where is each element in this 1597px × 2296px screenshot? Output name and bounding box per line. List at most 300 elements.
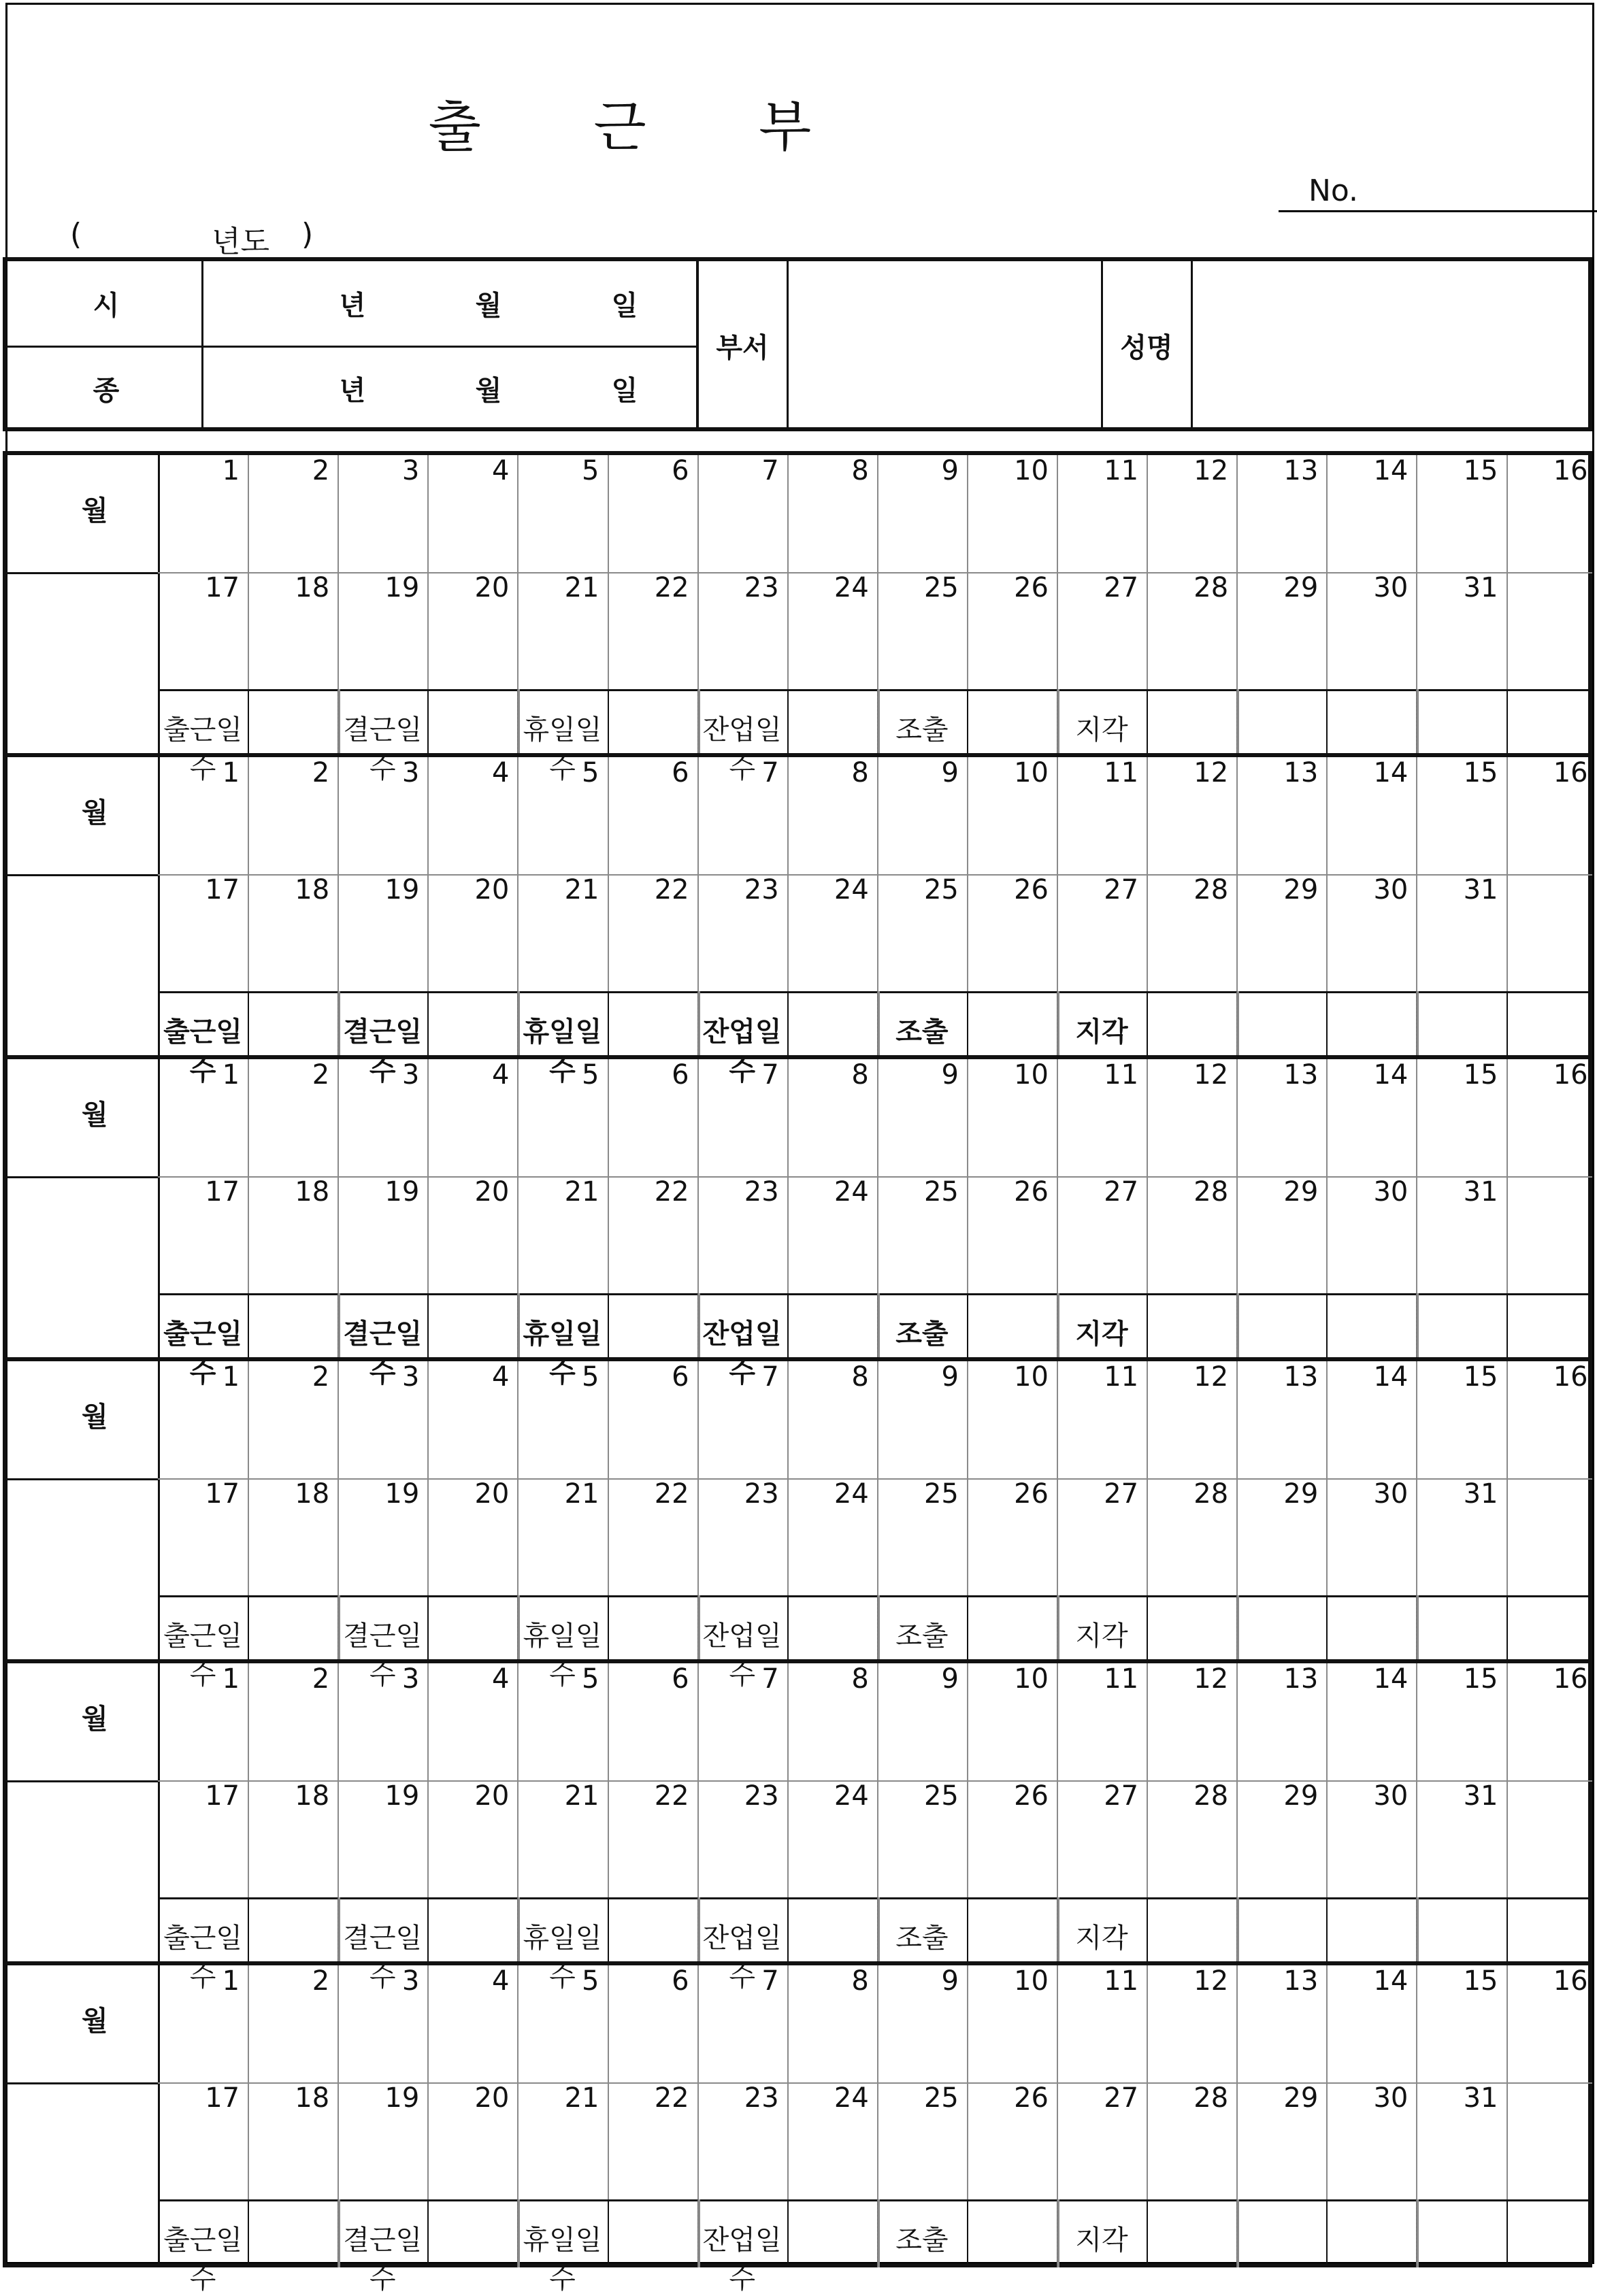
day-cell[interactable]: [248, 791, 337, 874]
day-cell[interactable]: [877, 1814, 967, 1897]
day-cell[interactable]: [1057, 1093, 1147, 1176]
summary-value-field[interactable]: [787, 689, 877, 757]
summary-value-field[interactable]: [608, 1897, 697, 1965]
day-cell[interactable]: [1147, 908, 1236, 991]
day-cell[interactable]: [877, 1697, 967, 1780]
summary-value-field[interactable]: [967, 1897, 1057, 1965]
day-cell[interactable]: [158, 908, 248, 991]
day-cell[interactable]: [248, 489, 337, 572]
day-number: 1: [222, 455, 240, 486]
summary-value-field[interactable]: [427, 1293, 517, 1361]
day-cell[interactable]: [1236, 791, 1326, 874]
day-cell[interactable]: [517, 489, 607, 572]
day-number: 26: [1014, 1478, 1049, 1510]
day-cell[interactable]: [248, 1999, 337, 2082]
employee-info-table: [3, 257, 1592, 431]
day-cell[interactable]: [517, 1999, 607, 2082]
day-number: 14: [1373, 1663, 1409, 1695]
start-month-unit: 월: [475, 290, 502, 322]
day-cell[interactable]: [697, 606, 787, 689]
day-cell[interactable]: [697, 1210, 787, 1293]
day-number: 2: [312, 1965, 330, 1997]
day-cell[interactable]: [697, 2116, 787, 2199]
month-input-cell[interactable]: [7, 1965, 158, 2082]
day-cell[interactable]: [1326, 489, 1416, 572]
day-cell[interactable]: [877, 489, 967, 572]
day-cell[interactable]: [1057, 1697, 1147, 1780]
day-cell[interactable]: [1236, 1395, 1326, 1478]
day-cell[interactable]: [427, 2116, 517, 2199]
summary-value-field[interactable]: [248, 2199, 337, 2267]
day-cell[interactable]: [1416, 489, 1506, 572]
day-cell[interactable]: [517, 908, 607, 991]
day-cell[interactable]: [517, 1395, 607, 1478]
day-cell[interactable]: [1326, 1697, 1416, 1780]
summary-value-field[interactable]: [248, 1897, 337, 1965]
day-cell[interactable]: [337, 2116, 427, 2199]
day-number: 26: [1014, 1176, 1049, 1208]
day-cell[interactable]: [608, 1697, 697, 1780]
day-number: 24: [834, 1176, 869, 1208]
summary-value-field[interactable]: [787, 2199, 877, 2267]
day-cell[interactable]: [158, 606, 248, 689]
day-number: 23: [744, 1478, 779, 1510]
day-cell[interactable]: [1057, 2116, 1147, 2199]
day-cell[interactable]: [877, 1999, 967, 2082]
day-cell[interactable]: [427, 791, 517, 874]
day-cell[interactable]: [248, 1093, 337, 1176]
summary-value-field[interactable]: [1147, 1595, 1236, 1663]
day-cell[interactable]: [608, 1512, 697, 1595]
day-cell[interactable]: [517, 1697, 607, 1780]
day-cell[interactable]: [1236, 1814, 1326, 1897]
summary-value-field[interactable]: [787, 1293, 877, 1361]
day-cell[interactable]: [427, 1093, 517, 1176]
day-cell[interactable]: [1057, 1395, 1147, 1478]
day-cell[interactable]: [248, 1512, 337, 1595]
day-number: 5: [582, 1965, 599, 1997]
summary-value-field[interactable]: [967, 689, 1057, 757]
day-cell[interactable]: [608, 2116, 697, 2199]
day-cell[interactable]: [608, 489, 697, 572]
name-field[interactable]: [1193, 261, 1588, 427]
summary-value-field[interactable]: [1147, 1897, 1236, 1965]
day-cell[interactable]: [1507, 1999, 1596, 2082]
day-cell[interactable]: [427, 1814, 517, 1897]
day-cell[interactable]: [697, 1512, 787, 1595]
day-cell[interactable]: [427, 1512, 517, 1595]
day-cell[interactable]: [158, 1512, 248, 1595]
day-cell[interactable]: [967, 1697, 1057, 1780]
day-cell[interactable]: [967, 2116, 1057, 2199]
day-cell[interactable]: [967, 1093, 1057, 1176]
month-label: 월: [82, 1401, 108, 1433]
summary-value-field[interactable]: [608, 2199, 697, 2267]
day-cell[interactable]: [787, 791, 877, 874]
day-cell[interactable]: [967, 791, 1057, 874]
day-number: 7: [761, 455, 779, 486]
day-cell[interactable]: [517, 791, 607, 874]
day-cell[interactable]: [1147, 1210, 1236, 1293]
day-number: 31: [1463, 1478, 1498, 1510]
day-cell[interactable]: [517, 1093, 607, 1176]
day-number: 13: [1283, 1059, 1319, 1091]
day-cell[interactable]: [608, 606, 697, 689]
day-cell[interactable]: [1236, 1210, 1326, 1293]
day-cell[interactable]: [697, 1814, 787, 1897]
day-cell[interactable]: [1057, 606, 1147, 689]
day-cell[interactable]: [608, 1210, 697, 1293]
day-cell[interactable]: [337, 606, 427, 689]
day-cell[interactable]: [1507, 489, 1596, 572]
day-number: 24: [834, 874, 869, 905]
day-number: 30: [1373, 1478, 1409, 1510]
day-cell[interactable]: [1057, 1210, 1147, 1293]
day-number: 7: [761, 1663, 779, 1695]
day-cell[interactable]: [608, 1814, 697, 1897]
day-cell[interactable]: [1416, 1395, 1506, 1478]
month-input-cell[interactable]: [7, 1663, 158, 1780]
day-cell[interactable]: [1147, 1697, 1236, 1780]
summary-label: 결근일수: [343, 1318, 423, 1388]
day-cell[interactable]: [697, 1395, 787, 1478]
day-cell[interactable]: [427, 1395, 517, 1478]
day-number: 21: [564, 1478, 599, 1510]
day-cell[interactable]: [697, 791, 787, 874]
day-cell[interactable]: [967, 1512, 1057, 1595]
day-cell[interactable]: [877, 2116, 967, 2199]
summary-label: 지각: [1075, 714, 1128, 746]
summary-value-field[interactable]: [427, 689, 517, 757]
day-cell[interactable]: [158, 1814, 248, 1897]
day-cell[interactable]: [787, 1093, 877, 1176]
day-cell[interactable]: [1326, 1210, 1416, 1293]
day-cell[interactable]: [967, 1210, 1057, 1293]
document-number-field[interactable]: [1279, 210, 1597, 212]
summary-label: 출근일수: [163, 2225, 242, 2295]
day-cell[interactable]: [1416, 2116, 1506, 2199]
day-cell[interactable]: [337, 1697, 427, 1780]
day-number: 11: [1104, 455, 1139, 486]
summary-value-field[interactable]: [248, 689, 337, 757]
summary-value-field[interactable]: [608, 991, 697, 1059]
day-cell[interactable]: [967, 1999, 1057, 2082]
summary-value-field[interactable]: [608, 689, 697, 757]
day-number: 23: [744, 1780, 779, 1812]
day-number: 24: [834, 2082, 869, 2114]
day-number: 13: [1283, 1361, 1319, 1393]
summary-value-field[interactable]: [427, 1595, 517, 1663]
day-cell[interactable]: [1326, 1814, 1416, 1897]
day-cell[interactable]: [1057, 489, 1147, 572]
day-cell[interactable]: [1147, 1093, 1236, 1176]
day-cell[interactable]: [1147, 791, 1236, 874]
summary-value-field[interactable]: [427, 1897, 517, 1965]
day-cell[interactable]: [787, 1512, 877, 1595]
day-cell[interactable]: [787, 908, 877, 991]
day-cell[interactable]: [1147, 1814, 1236, 1897]
day-cell[interactable]: [337, 1814, 427, 1897]
summary-value-field[interactable]: [1147, 2199, 1236, 2267]
day-cell[interactable]: [1326, 1999, 1416, 2082]
day-cell[interactable]: [608, 791, 697, 874]
day-cell[interactable]: [787, 1395, 877, 1478]
day-cell[interactable]: [158, 1093, 248, 1176]
day-cell[interactable]: [1416, 1999, 1506, 2082]
summary-label: 조출: [895, 2225, 949, 2256]
day-cell[interactable]: [787, 606, 877, 689]
day-number: 7: [761, 1965, 779, 1997]
day-cell[interactable]: [1147, 606, 1236, 689]
summary-label: 지각: [1075, 2225, 1128, 2256]
day-cell[interactable]: [1326, 1395, 1416, 1478]
day-cell[interactable]: [1147, 2116, 1236, 2199]
day-number: 31: [1463, 572, 1498, 603]
day-cell[interactable]: [248, 1814, 337, 1897]
day-cell[interactable]: [697, 1697, 787, 1780]
day-number: 23: [744, 1176, 779, 1208]
day-number: 20: [474, 572, 510, 603]
summary-value-field[interactable]: [967, 1595, 1057, 1663]
day-cell[interactable]: [248, 1697, 337, 1780]
day-cell[interactable]: [697, 1999, 787, 2082]
summary-value-field[interactable]: [1147, 1293, 1236, 1361]
day-cell[interactable]: [697, 489, 787, 572]
day-number: 3: [401, 1361, 420, 1393]
day-cell[interactable]: [967, 1814, 1057, 1897]
day-number: 3: [401, 1059, 420, 1091]
day-cell[interactable]: [1416, 1814, 1506, 1897]
day-cell[interactable]: [967, 1395, 1057, 1478]
month-label: 월: [82, 2006, 108, 2037]
day-cell[interactable]: [1057, 1512, 1147, 1595]
month-input-cell[interactable]: [7, 1059, 158, 1176]
day-cell[interactable]: [1057, 791, 1147, 874]
day-cell[interactable]: [1236, 1697, 1326, 1780]
day-cell[interactable]: [1326, 1512, 1416, 1595]
day-cell[interactable]: [337, 1210, 427, 1293]
day-number: 14: [1373, 1059, 1409, 1091]
day-number: 12: [1193, 1059, 1229, 1091]
day-number: 10: [1014, 455, 1049, 486]
day-cell[interactable]: [337, 1512, 427, 1595]
day-cell[interactable]: [787, 489, 877, 572]
day-cell[interactable]: [787, 2116, 877, 2199]
day-cell[interactable]: [608, 1395, 697, 1478]
day-cell[interactable]: [517, 2116, 607, 2199]
day-cell[interactable]: [608, 1999, 697, 2082]
day-cell[interactable]: [1416, 1210, 1506, 1293]
day-cell[interactable]: [1416, 791, 1506, 874]
day-cell[interactable]: [158, 1210, 248, 1293]
summary-value-field[interactable]: [248, 991, 337, 1059]
summary-value-field[interactable]: [608, 1293, 697, 1361]
summary-value-field[interactable]: [248, 1595, 337, 1663]
day-cell[interactable]: [1236, 606, 1326, 689]
day-cell[interactable]: [697, 908, 787, 991]
day-cell[interactable]: [787, 1999, 877, 2082]
summary-value-field[interactable]: [1147, 991, 1236, 1059]
day-cell[interactable]: [427, 908, 517, 991]
day-cell[interactable]: [1147, 1395, 1236, 1478]
day-cell[interactable]: [337, 1395, 427, 1478]
month-label: 월: [82, 495, 108, 527]
day-cell[interactable]: [877, 791, 967, 874]
day-cell[interactable]: [1057, 1814, 1147, 1897]
day-cell[interactable]: [1147, 1999, 1236, 2082]
day-number: 17: [205, 1478, 240, 1510]
day-cell[interactable]: [877, 1395, 967, 1478]
day-number: 24: [834, 1478, 869, 1510]
day-cell[interactable]: [1236, 908, 1326, 991]
day-cell[interactable]: [158, 1697, 248, 1780]
day-number: 17: [205, 1780, 240, 1812]
day-cell[interactable]: [1416, 908, 1506, 991]
summary-label: 결근일수: [343, 1923, 423, 1993]
day-cell[interactable]: [877, 1512, 967, 1595]
summary-label: 결근일수: [343, 1016, 423, 1086]
day-cell[interactable]: [517, 606, 607, 689]
day-cell[interactable]: [877, 606, 967, 689]
summary-value-field[interactable]: [427, 991, 517, 1059]
day-cell[interactable]: [1326, 2116, 1416, 2199]
day-cell[interactable]: [158, 1999, 248, 2082]
day-cell[interactable]: [158, 1395, 248, 1478]
day-cell[interactable]: [248, 2116, 337, 2199]
summary-label: 잔업일수: [702, 1923, 782, 1993]
day-cell[interactable]: [1507, 1395, 1596, 1478]
day-cell[interactable]: [1507, 1093, 1596, 1176]
day-number: 14: [1373, 757, 1409, 788]
summary-value-field[interactable]: [608, 1595, 697, 1663]
day-cell[interactable]: [248, 606, 337, 689]
day-number: 20: [474, 1478, 510, 1510]
day-cell[interactable]: [248, 1210, 337, 1293]
summary-value-field[interactable]: [967, 2199, 1057, 2267]
day-cell[interactable]: [427, 489, 517, 572]
month-input-cell[interactable]: [7, 757, 158, 874]
day-cell[interactable]: [608, 1093, 697, 1176]
day-cell[interactable]: [877, 1093, 967, 1176]
day-number: 28: [1193, 2082, 1229, 2114]
day-number: 12: [1193, 1361, 1229, 1393]
day-cell[interactable]: [337, 791, 427, 874]
day-cell[interactable]: [1236, 1093, 1326, 1176]
day-cell[interactable]: [877, 908, 967, 991]
day-cell[interactable]: [1326, 791, 1416, 874]
day-number: 1: [222, 1361, 240, 1393]
day-number: 31: [1463, 2082, 1498, 2114]
day-cell[interactable]: [1326, 606, 1416, 689]
day-cell[interactable]: [1416, 606, 1506, 689]
summary-value-field[interactable]: [787, 1897, 877, 1965]
day-number: 25: [923, 2082, 959, 2114]
day-number: 20: [474, 1176, 510, 1208]
day-cell[interactable]: [427, 1697, 517, 1780]
day-cell[interactable]: [697, 1093, 787, 1176]
day-cell[interactable]: [1147, 1512, 1236, 1595]
day-number: 15: [1463, 1059, 1498, 1091]
day-number: 9: [941, 455, 959, 486]
day-cell[interactable]: [1236, 1999, 1326, 2082]
day-cell[interactable]: [158, 2116, 248, 2199]
day-cell[interactable]: [967, 489, 1057, 572]
day-cell[interactable]: [1416, 1093, 1506, 1176]
day-cell[interactable]: [1507, 1697, 1596, 1780]
year-paren-open: (: [70, 217, 82, 252]
day-cell[interactable]: [248, 908, 337, 991]
day-number: 26: [1014, 572, 1049, 603]
day-cell[interactable]: [967, 606, 1057, 689]
month-input-cell[interactable]: [7, 1361, 158, 1478]
day-cell[interactable]: [1057, 1999, 1147, 2082]
day-number: 7: [761, 1059, 779, 1091]
day-cell[interactable]: [337, 1093, 427, 1176]
summary-value-field[interactable]: [967, 1293, 1057, 1361]
day-number: 29: [1283, 2082, 1319, 2114]
day-number: 5: [582, 1361, 599, 1393]
day-cell[interactable]: [337, 489, 427, 572]
day-cell[interactable]: [1326, 1093, 1416, 1176]
day-number: 16: [1553, 1059, 1588, 1091]
day-number: 17: [205, 2082, 240, 2114]
day-cell[interactable]: [1416, 1512, 1506, 1595]
summary-value-field[interactable]: [427, 2199, 517, 2267]
day-number: 8: [851, 1663, 869, 1695]
month-input-cell[interactable]: [7, 455, 158, 572]
day-cell[interactable]: [517, 1210, 607, 1293]
day-cell[interactable]: [337, 1999, 427, 2082]
day-cell[interactable]: [877, 1210, 967, 1293]
day-cell[interactable]: [248, 1395, 337, 1478]
day-number: 1: [222, 1663, 240, 1695]
day-number: 18: [295, 2082, 330, 2114]
summary-value-field[interactable]: [248, 1293, 337, 1361]
day-cell[interactable]: [427, 1999, 517, 2082]
day-cell[interactable]: [787, 1814, 877, 1897]
day-cell[interactable]: [1326, 908, 1416, 991]
summary-value-field[interactable]: [967, 991, 1057, 1059]
day-cell[interactable]: [517, 1512, 607, 1595]
day-cell[interactable]: [158, 791, 248, 874]
summary-label: 휴일일수: [523, 1318, 602, 1388]
day-cell[interactable]: [1236, 1512, 1326, 1595]
day-cell[interactable]: [427, 606, 517, 689]
day-cell[interactable]: [1507, 791, 1596, 874]
day-cell[interactable]: [427, 1210, 517, 1293]
department-field[interactable]: [789, 261, 1101, 427]
day-cell[interactable]: [967, 908, 1057, 991]
day-cell[interactable]: [787, 1697, 877, 1780]
day-cell[interactable]: [337, 908, 427, 991]
day-cell[interactable]: [158, 489, 248, 572]
day-cell[interactable]: [1236, 489, 1326, 572]
day-cell[interactable]: [787, 1210, 877, 1293]
day-cell[interactable]: [1147, 489, 1236, 572]
summary-value-field[interactable]: [787, 991, 877, 1059]
day-cell[interactable]: [1057, 908, 1147, 991]
summary-label: 결근일수: [343, 2225, 423, 2295]
summary-value-field[interactable]: [787, 1595, 877, 1663]
day-number: 10: [1014, 1965, 1049, 1997]
day-number: 25: [923, 1478, 959, 1510]
department-label: 부서: [716, 332, 769, 364]
day-cell[interactable]: [1416, 1697, 1506, 1780]
day-cell[interactable]: [517, 1814, 607, 1897]
day-cell[interactable]: [608, 908, 697, 991]
summary-value-field[interactable]: [1147, 689, 1236, 757]
day-cell[interactable]: [1236, 2116, 1326, 2199]
